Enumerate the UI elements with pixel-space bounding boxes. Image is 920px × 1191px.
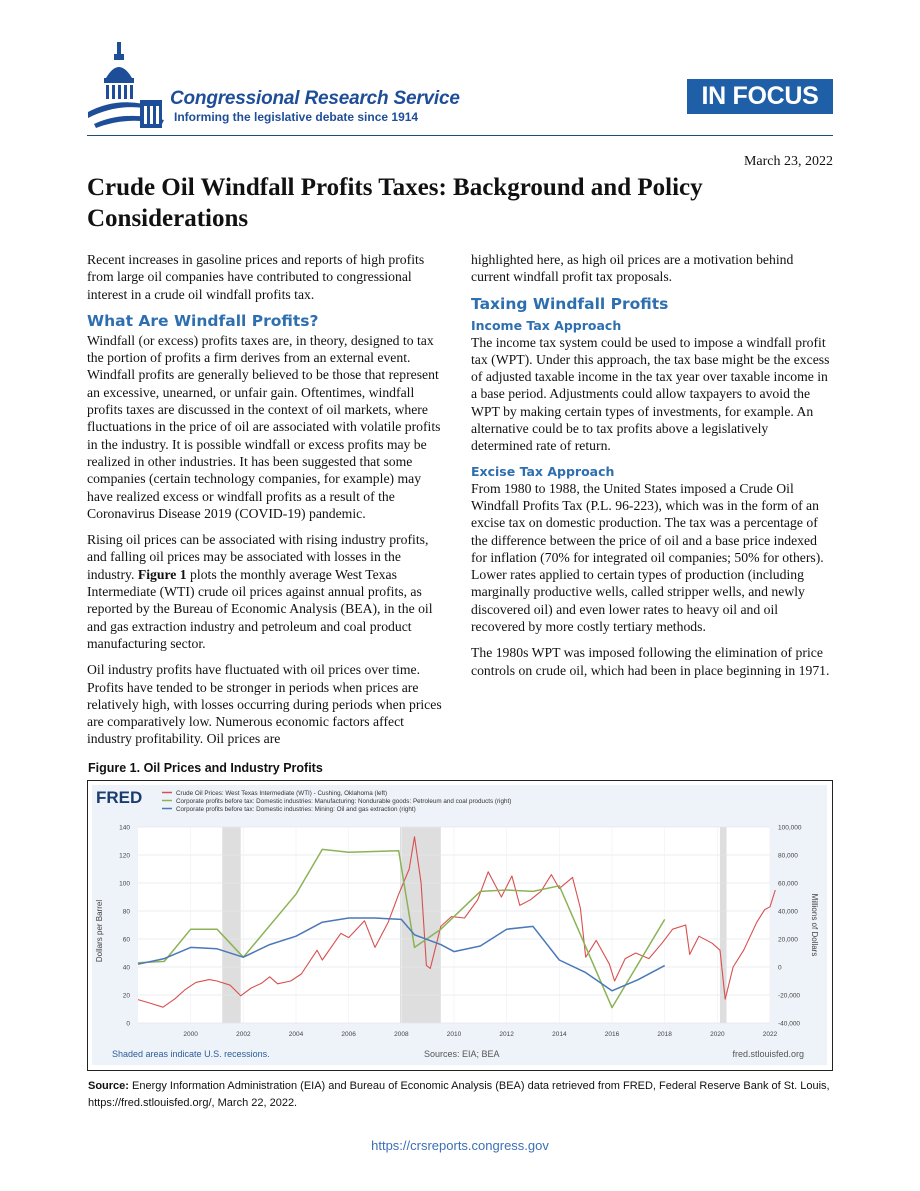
- x-tick-label: 2002: [236, 1031, 251, 1038]
- publication-date: March 23, 2022: [743, 154, 833, 169]
- fred-site: fred.stlouisfed.org: [732, 1049, 804, 1059]
- fred-brand: FRED: [96, 788, 143, 807]
- y-right-tick-label: 60,000: [778, 880, 798, 888]
- paragraph-text: Rising oil prices can be associated with rising industry profits, and falling oil prices may be associated with losses in the industry.: [87, 532, 429, 582]
- legend-entry: Corporate profits before tax: Domestic industries: Mining: Oil and gas extraction (right): [176, 806, 416, 813]
- figure-source: [88, 1078, 836, 1112]
- fred-chart: [88, 781, 831, 1069]
- excise-tax-paragraph: From 1980 to 1988, the United States imposed a Crude Oil Windfall Profits Tax (P.L. 96-223), which was in the form of an excise tax on domestic production. The tax was a percentage of the difference between the price of oil and a base price indexed for inflation (70% for integrated oil companies; 50% for others). Lower rates applied to certain types of production (including marginally productive wells, called stripper wells, and newly discovered oil) and even lower rates to heavy oil and oil recovered by more costly tertiary methods.: [471, 480, 824, 635]
- x-tick-label: 2018: [657, 1031, 672, 1038]
- y-left-tick-label: 120: [119, 852, 130, 860]
- y-left-tick-label: 40: [122, 964, 130, 972]
- recession-note: Shaded areas indicate U.S. recessions.: [112, 1049, 270, 1059]
- in-focus-badge: IN FOCUS: [687, 79, 833, 114]
- source-label: Source:: [88, 1080, 129, 1092]
- x-tick-label: 2020: [710, 1031, 725, 1038]
- continued-paragraph: highlighted here, as high oil prices are a motivation behind current windfall profit tax proposals.: [471, 252, 794, 285]
- y-left-tick-label: 140: [119, 824, 130, 832]
- legend-entry: Crude Oil Prices: West Texas Intermediate (WTI) - Cushing, Oklahoma (left): [176, 790, 388, 797]
- x-tick-label: 2014: [552, 1031, 567, 1038]
- heading-taxing-windfall-profits: Taxing Windfall Profits: [471, 294, 669, 313]
- y-right-tick-label: -40,000: [778, 1020, 801, 1028]
- y-right-tick-label: 0: [778, 964, 782, 972]
- x-tick-label: 2012: [499, 1031, 514, 1038]
- footer-url[interactable]: https://crsreports.congress.gov: [371, 1138, 549, 1153]
- figure-frame: [87, 780, 833, 1071]
- y-left-tick-label: 80: [122, 908, 130, 916]
- profits-paragraph: Oil industry profits have fluctuated with oil prices over time. Profits have tended to be stronger in periods when prices are relatively high, with losses occurring during periods when prices are comparatively low. Numerous economic factors affect industry profitability. Oil prices are: [87, 662, 442, 747]
- y-right-tick-label: -20,000: [778, 992, 801, 1000]
- x-tick-label: 2004: [288, 1031, 304, 1038]
- income-tax-paragraph: The income tax system could be used to impose a windfall profit tax (WPT). Under this approach, the tax base might be the excess of adjusted taxable income in the tax year over taxable income in a base period. Adjustments could allow taxpayers to avoid the WPT by making certain types of investments, for example. An alternative could be to tax profits above a legislatively determined rate of return.: [471, 334, 830, 454]
- header-rule: [87, 135, 833, 136]
- definition-paragraph: Windfall (or excess) profits taxes are, in theory, designed to tax the portion of profits a firm derives from an external event. Windfall profits are generally believed to be those that represent an excessive, unearned, or unfair gain. Oftentimes, windfall profits taxes are discussed in the context of oil markets, where fluctuations in the price of oil are associated with volatile profits in the industry. It is possible windfall or excess profits may be realized in other industries. It has been suggested that some companies (certain technology companies, for example) may have realized excess or windfall profits as a result of the Coronavirus Disease 2019 (COVID-19) pandemic.: [87, 332, 441, 521]
- right-column: [471, 251, 833, 688]
- heading-excise-tax-approach: Excise Tax Approach: [471, 463, 615, 479]
- heading-what-are-windfall-profits: What Are Windfall Profits?: [87, 311, 319, 330]
- org-name: Congressional Research Service: [170, 88, 460, 109]
- y-right-tick-label: 20,000: [778, 936, 798, 944]
- y-left-tick-label: 60: [122, 936, 130, 944]
- y-right-tick-label: 40,000: [778, 908, 798, 916]
- legend-entry: Corporate profits before tax: Domestic industries: Manufacturing: Nondurable goods: Petroleum and coal products (right): [176, 798, 512, 805]
- org-tagline: Informing the legislative debate since 1914: [174, 110, 419, 124]
- x-tick-label: 2010: [446, 1031, 462, 1038]
- x-tick-label: 2008: [394, 1031, 409, 1038]
- right-axis-label: Millions of Dollars: [810, 893, 819, 957]
- heading-income-tax-approach: Income Tax Approach: [471, 317, 622, 333]
- source-text: Energy Information Administration (EIA) and Bureau of Economic Analysis (BEA) data retrieved from FRED, Federal Reserve Bank of St. Louis, https://fred.stlouisfed.org/, March 22, 2022.: [88, 1080, 830, 1109]
- capitol-dome-icon: [84, 40, 170, 130]
- x-tick-label: 2022: [762, 1031, 778, 1038]
- figure-reference-paragraph: [87, 531, 448, 652]
- figure-reference: Figure 1: [137, 566, 187, 582]
- x-tick-label: 2006: [341, 1031, 356, 1038]
- y-left-tick-label: 20: [122, 992, 130, 1000]
- recession-band: [720, 827, 727, 1023]
- left-axis-label: Dollars per Barrel: [95, 899, 104, 963]
- y-right-tick-label: 100,000: [778, 824, 802, 832]
- crs-logo: [84, 40, 170, 130]
- y-right-tick-label: 80,000: [778, 852, 798, 860]
- page-title: Crude Oil Windfall Profits Taxes: Background and Policy Considerations: [87, 174, 703, 232]
- y-left-tick-label: 100: [119, 880, 130, 888]
- left-column: [87, 251, 448, 757]
- y-left-tick-label: 0: [126, 1020, 130, 1028]
- x-tick-label: 2000: [183, 1031, 198, 1038]
- price-controls-paragraph: The 1980s WPT was imposed following the elimination of price controls on crude oil, which had been in place beginning in 1971.: [471, 645, 830, 678]
- paragraph-text: plots the monthly average West Texas Intermediate (WTI) crude oil prices against annual profits, as reported by the Bureau of Economic Analysis (BEA), in the oil and gas extraction industry and petroleum and coal product manufacturing sector.: [87, 566, 433, 651]
- chart-sources: Sources: EIA; BEA: [424, 1049, 500, 1059]
- x-tick-label: 2016: [604, 1031, 620, 1038]
- intro-paragraph: Recent increases in gasoline prices and reports of high profits from large oil companies have contributed to congressional interest in a crude oil windfall profits tax.: [87, 252, 425, 302]
- figure-caption: Figure 1. Oil Prices and Industry Profits: [88, 761, 323, 775]
